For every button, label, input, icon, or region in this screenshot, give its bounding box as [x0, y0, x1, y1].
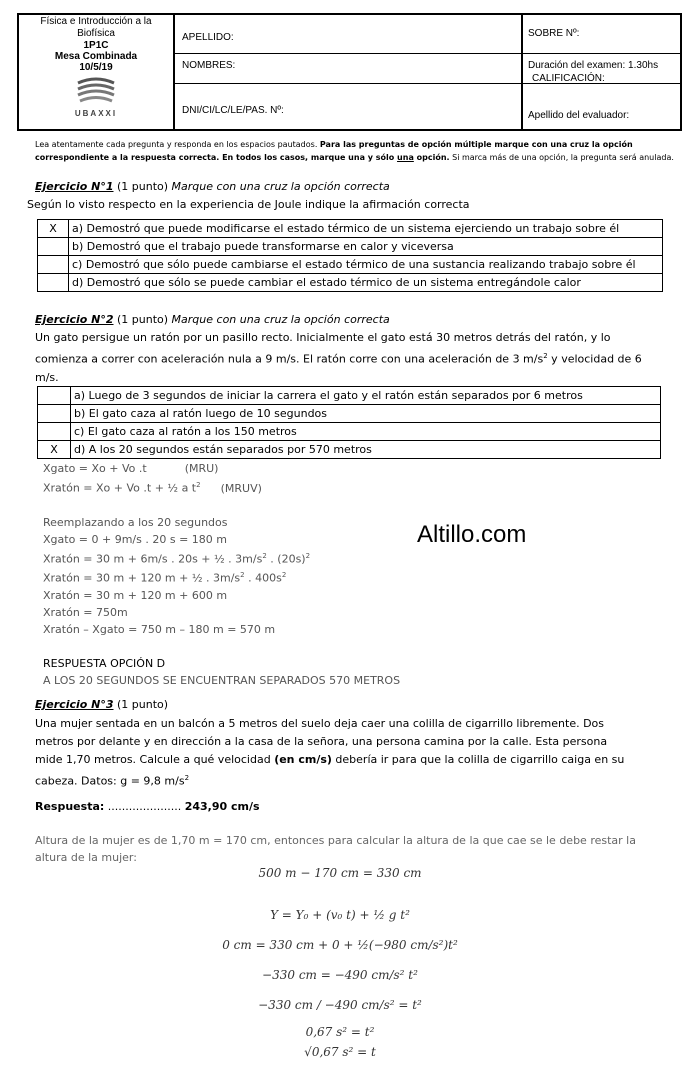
ex1-points: (1 punto) — [113, 180, 172, 193]
option-text: c) El gato caza al ratón a los 150 metros — [71, 423, 661, 441]
ex1-question: Según lo visto respecto en la experiencia de Joule indique la afirmación correcta — [27, 198, 470, 211]
exam-header-table — [17, 13, 682, 131]
eq4: −330 cm = −490 cm/s² t² — [262, 968, 418, 982]
apellido-label: APELLIDO: — [182, 32, 234, 43]
dni-label: DNI/CI/LC/LE/PAS. Nº: — [182, 105, 284, 116]
instructions — [35, 138, 675, 164]
ex3-title: Ejercicio N°3 — [35, 698, 114, 711]
option-mark[interactable] — [38, 423, 71, 441]
logo-text: UBAXXI — [74, 109, 118, 118]
sol-line2: Xratón = Xo + Vo .t + ½ a $t^2$ (MRUV) — [43, 481, 262, 495]
ex2-options-table — [37, 386, 661, 459]
ex2-q-line1: Un gato persigue un ratón por un pasillo recto. Inicialmente el gato está 30 metros detrás del ratón, y lo — [35, 331, 611, 344]
option-mark[interactable] — [38, 256, 69, 274]
ex2-option-a[interactable] — [38, 387, 661, 405]
ex1-instruction: Marque con una cruz la opción correcta — [171, 180, 390, 193]
eq6: 0,67 s² = t² — [305, 1025, 375, 1039]
ex1-option-c[interactable] — [38, 256, 663, 274]
sobre-label: SOBRE Nº: — [528, 28, 580, 39]
ex2-instruction: Marque con una cruz la opción correcta — [171, 313, 390, 326]
exam-date: 10/5/19 — [79, 62, 113, 73]
duracion-label: Duración del examen: 1.30hs — [528, 60, 659, 71]
ex3-answer — [35, 800, 260, 813]
ex1-heading — [35, 180, 390, 193]
option-text: b) El gato caza al ratón luego de 10 segundos — [71, 405, 661, 423]
ex2-question — [35, 329, 665, 387]
ex3-sol-line2: altura de la mujer: — [35, 851, 137, 864]
option-mark[interactable] — [38, 238, 69, 256]
ex2-heading — [35, 313, 390, 326]
eq1: 500 m − 170 cm = 330 cm — [258, 866, 422, 880]
ubaxxi-logo-icon — [74, 77, 118, 105]
option-mark[interactable]: X — [38, 220, 69, 238]
option-mark[interactable] — [38, 387, 71, 405]
subject-line2: Biofísica — [77, 28, 115, 39]
ex2-q-line2: comienza a correr con aceleración nula a 9 m/s. El ratón corre con una aceleración de 3 $m/s^2$ y velocidad de 6 — [35, 352, 642, 366]
instructions-una: una — [397, 153, 414, 162]
ex1-option-b[interactable] — [38, 238, 663, 256]
option-text: a) Luego de 3 segundos de iniciar la carrera el gato y el ratón están separados por 6 metros — [71, 387, 661, 405]
sol-line7: Xratón = 30 m + 120 m + 600 m — [43, 588, 228, 602]
option-text: a) Demostró que puede modificarse el estado térmico de un sistema ejerciendo un trabajo sobre él — [69, 220, 663, 238]
ex3-question — [35, 715, 665, 791]
eq7: √0,67 s² = t — [304, 1045, 376, 1059]
sol-line1: Xgato = Xo + Vo .t (MRU) — [43, 462, 219, 475]
answer-value: 243,90 cm/s — [184, 800, 260, 813]
answer-dots: ..................... — [104, 800, 185, 813]
ex3-q-line3: mide 1,70 metros. Calcule a qué velocidad (en cm/s) debería ir para que la colilla de cigarrillo caiga en su — [35, 753, 625, 766]
answer-title: RESPUESTA OPCIÓN D — [43, 656, 166, 670]
exam-mesa: Mesa Combinada — [54, 51, 138, 62]
ex1-option-a[interactable] — [38, 220, 663, 238]
instructions-part2: Para las preguntas de opción múltiple marque con una cruz la opción correspondiente a la respuesta correcta. En todos los casos, marque una y sólo — [35, 140, 633, 162]
subject-line1: Física e Introducción a la — [40, 16, 152, 27]
ex3-q-line1: Una mujer sentada en un balcón a 5 metros del suelo deja caer una colilla de cigarrillo libremente. Dos — [35, 717, 605, 730]
option-mark[interactable] — [38, 274, 69, 292]
ex2-points: (1 punto) — [113, 313, 172, 326]
nombres-label: NOMBRES: — [182, 60, 236, 71]
instructions-part3: Si marca más de una opción, la pregunta será anulada. — [449, 153, 674, 162]
option-mark[interactable] — [38, 405, 71, 423]
calificacion-label: CALIFICACIÓN: — [532, 73, 605, 84]
ex2-q-line3: m/s. — [35, 370, 59, 384]
option-text: b) Demostró que el trabajo puede transformarse en calor y viceversa — [69, 238, 663, 256]
sol-line4: Xgato = 0 + 9m/s . 20 s = 180 m — [43, 532, 228, 546]
eq5: −330 cm / −490 cm/s² = t² — [258, 998, 422, 1012]
eq2: Y = Y₀ + (v₀ t) + ½ g t² — [270, 908, 410, 922]
ex2-title: Ejercicio N°2 — [35, 313, 114, 326]
sol-line9: Xratón – Xgato = 750 m – 180 m = 570 m — [43, 622, 276, 636]
option-text: d) Demostró que sólo se puede cambiar el estado térmico de un sistema entregándole calor — [69, 274, 663, 292]
ex3-solution-text — [35, 832, 675, 866]
instructions-part1: Lea atentamente cada pregunta y responda en los espacios pautados. — [35, 140, 320, 149]
answer-label: Respuesta: — [35, 800, 105, 813]
sol-line6: Xratón = 30 m + 120 m + ½ . $3m/s^2$ . $400s^2$ — [43, 571, 287, 585]
ex3-heading — [35, 698, 168, 711]
ex3-points: (1 punto) — [113, 698, 169, 711]
ex1-options-table — [37, 219, 663, 292]
ex3-q-line2: metros por delante y en dirección a la casa de la señora, una persona camina por la calle. Esta persona — [35, 735, 608, 748]
sol-line3: Reemplazando a los 20 segundos — [43, 515, 228, 529]
answer-text: A LOS 20 SEGUNDOS SE ENCUENTRAN SEPARADOS 570 METROS — [43, 673, 401, 687]
instructions-part2-end: opción. — [413, 153, 450, 162]
header-logo-cell — [19, 15, 175, 129]
ex3-sol-line1: Altura de la mujer es de 1,70 m = 170 cm, entonces para calcular la altura de la que cae se le debe restar la — [35, 834, 636, 847]
option-mark[interactable]: X — [38, 441, 71, 459]
option-text: c) Demostró que sólo puede cambiarse el estado térmico de una sustancia realizando trabajo sobre él — [69, 256, 663, 274]
ex2-option-b[interactable] — [38, 405, 661, 423]
watermark: Altillo.com — [417, 521, 527, 548]
ex1-title: Ejercicio N°1 — [35, 180, 114, 193]
sol-line5: Xratón = 30 m + 6m/s . 20s + ½ . $3m/s^2$ . $(20s)^2$ — [43, 551, 311, 566]
ex2-option-c[interactable] — [38, 423, 661, 441]
evaluador-label: Apellido del evaluador: — [528, 110, 630, 121]
ubaxxi-logo — [74, 77, 118, 109]
eq3: 0 cm = 330 cm + 0 + ½(−980 cm/s²)t² — [222, 938, 458, 952]
ex2-solution — [43, 460, 400, 689]
ex3-q-line4: cabeza. Datos: g = 9,8 $m/s^2$ — [35, 774, 190, 788]
ex2-option-d[interactable] — [38, 441, 661, 459]
sol-line8: Xratón = 750m — [43, 605, 128, 619]
option-text: d) A los 20 segundos están separados por 570 metros — [71, 441, 661, 459]
exam-code: 1P1C — [83, 40, 109, 51]
ex1-option-d[interactable] — [38, 274, 663, 292]
